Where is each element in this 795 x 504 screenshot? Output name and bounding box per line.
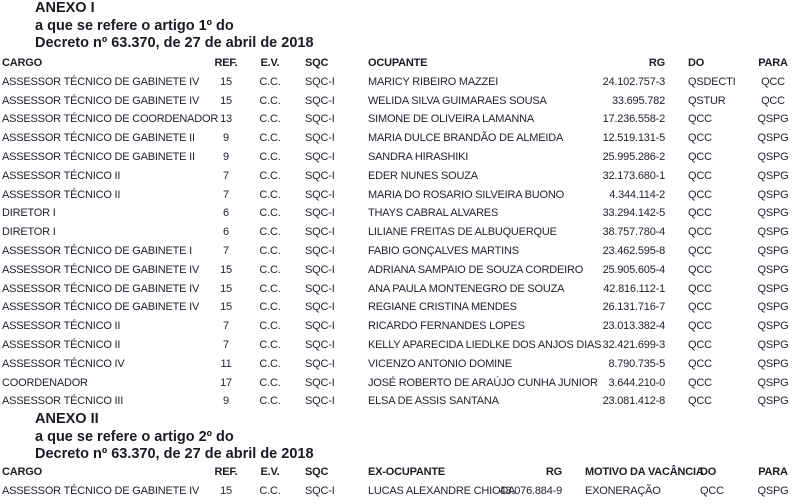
- ocupante-cell: MARIA DO ROSARIO SILVEIRA BUONO: [368, 188, 564, 201]
- sqc-cell: SQC-I: [305, 188, 335, 201]
- anexo1-title: ANEXO I: [35, 0, 95, 16]
- ref-cell: 9: [223, 395, 229, 408]
- para-cell: QSPG: [757, 244, 789, 257]
- rg-cell: 33.695.782: [611, 94, 665, 107]
- column-header-ev: E.V.: [260, 57, 280, 69]
- rg-cell: 4.344.114-2: [609, 188, 665, 201]
- ev-cell: C.C.: [259, 150, 281, 163]
- para-cell: QSPG: [757, 169, 789, 182]
- ev-cell: C.C.: [259, 338, 281, 351]
- sqc-cell: SQC-I: [305, 132, 335, 145]
- ev-cell: C.C.: [259, 320, 281, 333]
- sqc-cell: SQC-I: [305, 94, 335, 107]
- table-row: [0, 392, 795, 411]
- ref-cell: 15: [220, 75, 232, 88]
- rg-cell: 17.236.558-2: [602, 113, 665, 126]
- para-cell: QSPG: [757, 263, 789, 276]
- ex-ocupante-cell: LUCAS ALEXANDRE CHIODA: [368, 484, 516, 497]
- rg-cell: 43.076.884-9: [499, 484, 562, 497]
- ref-cell: 6: [223, 226, 229, 239]
- ref-cell: 15: [220, 282, 232, 295]
- sqc-cell: SQC-I: [305, 338, 335, 351]
- ocupante-cell: VICENZO ANTONIO DOMINE: [368, 357, 512, 370]
- table-row: [0, 242, 795, 261]
- sqc-cell: SQC-I: [305, 376, 335, 389]
- rg-cell: 23.081.412-8: [602, 395, 665, 408]
- ocupante-cell: MARICY RIBEIRO MAZZEI: [368, 75, 499, 88]
- cargo-cell: ASSESSOR TÉCNICO DE COORDENADOR: [2, 113, 219, 126]
- rg-cell: 25.905.605-4: [602, 263, 665, 276]
- do-cell: QCC: [688, 320, 712, 333]
- sqc-cell: SQC-I: [305, 169, 335, 182]
- cargo-cell: ASSESSOR TÉCNICO DE GABINETE II: [2, 150, 195, 163]
- column-header-ref: REF.: [214, 57, 238, 69]
- column-header-rg: RG: [545, 466, 562, 478]
- ocupante-cell: LILIANE FREITAS DE ALBUQUERQUE: [368, 226, 557, 239]
- ocupante-cell: REGIANE CRISTINA MENDES: [368, 301, 517, 314]
- cargo-cell: ASSESSOR TÉCNICO DE GABINETE IV: [2, 484, 200, 497]
- table-row: [0, 129, 795, 148]
- do-cell: QCC: [688, 226, 712, 239]
- motivo-vacancia-cell: EXONERAÇÃO: [585, 484, 661, 497]
- column-header-para: PARA: [758, 466, 788, 478]
- sqc-cell: SQC-I: [305, 320, 335, 333]
- rg-cell: 33.294.142-5: [602, 207, 665, 220]
- ocupante-cell: FABIO GONÇALVES MARTINS: [368, 244, 519, 257]
- ev-cell: C.C.: [259, 188, 281, 201]
- ev-cell: C.C.: [259, 113, 281, 126]
- rg-cell: 25.995.286-2: [602, 150, 665, 163]
- do-cell: QCC: [688, 188, 712, 201]
- table-row: [0, 482, 795, 501]
- anexo2-subtitle-decree: Decreto nº 63.370, de 27 de abril de 2018: [35, 446, 314, 462]
- do-cell: QSTUR: [688, 94, 726, 107]
- table-row: [0, 374, 795, 393]
- anexo2-title: ANEXO II: [35, 411, 99, 427]
- anexo2-header-row: [0, 463, 795, 482]
- ref-cell: 7: [223, 338, 229, 351]
- ev-cell: C.C.: [259, 301, 281, 314]
- para-cell: QSPG: [757, 113, 789, 126]
- cargo-cell: ASSESSOR TÉCNICO DE GABINETE IV: [2, 282, 200, 295]
- table-row: [0, 355, 795, 374]
- sqc-cell: SQC-I: [305, 395, 335, 408]
- sqc-cell: SQC-I: [305, 263, 335, 276]
- ev-cell: C.C.: [259, 282, 281, 295]
- table-row: [0, 223, 795, 242]
- ocupante-cell: JOSÉ ROBERTO DE ARAÚJO CUNHA JUNIOR: [368, 376, 598, 389]
- do-cell: QCC: [688, 263, 712, 276]
- column-header-cargo: CARGO: [2, 57, 42, 69]
- cargo-cell: ASSESSOR TÉCNICO II: [2, 169, 121, 182]
- para-cell: QSPG: [757, 320, 789, 333]
- para-cell: QSPG: [757, 338, 789, 351]
- cargo-cell: ASSESSOR TÉCNICO II: [2, 338, 121, 351]
- ocupante-cell: ADRIANA SAMPAIO DE SOUZA CORDEIRO: [368, 263, 584, 276]
- cargo-cell: ASSESSOR TÉCNICO III: [2, 395, 124, 408]
- ev-cell: C.C.: [259, 94, 281, 107]
- cargo-cell: COORDENADOR: [2, 376, 88, 389]
- sqc-cell: SQC-I: [305, 282, 335, 295]
- rg-cell: 8.790.735-5: [608, 357, 665, 370]
- sqc-cell: SQC-I: [305, 75, 335, 88]
- column-header-motivo-vacancia: MOTIVO DA VACÂNCIA: [585, 466, 704, 478]
- do-cell: QCC: [688, 113, 712, 126]
- ref-cell: 15: [220, 484, 232, 497]
- do-cell: QCC: [688, 244, 712, 257]
- ref-cell: 15: [220, 263, 232, 276]
- do-cell: QSDECTI: [688, 75, 736, 88]
- ref-cell: 11: [220, 357, 232, 370]
- para-cell: QSPG: [757, 207, 789, 220]
- sqc-cell: SQC-I: [305, 484, 335, 497]
- ev-cell: C.C.: [259, 132, 281, 145]
- para-cell: QCC: [761, 75, 785, 88]
- table-row: [0, 110, 795, 129]
- column-header-ex-ocupante: EX-OCUPANTE: [368, 466, 446, 478]
- column-header-ev: E.V.: [260, 466, 280, 478]
- anexo2-subtitle-article: a que se refere o artigo 2º do: [35, 428, 234, 445]
- cargo-cell: ASSESSOR TÉCNICO DE GABINETE I: [2, 244, 193, 257]
- sqc-cell: SQC-I: [305, 301, 335, 314]
- ocupante-cell: EDER NUNES SOUZA: [368, 169, 478, 182]
- ev-cell: C.C.: [259, 169, 281, 182]
- para-cell: QSPG: [757, 132, 789, 145]
- sqc-cell: SQC-I: [305, 226, 335, 239]
- table-row: [0, 186, 795, 205]
- ref-cell: 13: [220, 113, 232, 126]
- table-row: [0, 92, 795, 111]
- do-cell: QCC: [688, 301, 712, 314]
- cargo-cell: ASSESSOR TÉCNICO DE GABINETE IV: [2, 263, 200, 276]
- rg-cell: 32.421.699-3: [602, 338, 665, 351]
- para-cell: QSPG: [757, 188, 789, 201]
- ref-cell: 15: [220, 301, 232, 314]
- ocupante-cell: MARIA DULCE BRANDÃO DE ALMEIDA: [368, 132, 564, 145]
- ev-cell: C.C.: [259, 75, 281, 88]
- ev-cell: C.C.: [259, 207, 281, 220]
- cargo-cell: ASSESSOR TÉCNICO II: [2, 320, 121, 333]
- do-cell: QCC: [688, 376, 712, 389]
- do-cell: QCC: [688, 132, 712, 145]
- ref-cell: 17: [220, 376, 232, 389]
- do-cell: QCC: [688, 207, 712, 220]
- ev-cell: C.C.: [259, 226, 281, 239]
- ev-cell: C.C.: [259, 244, 281, 257]
- sqc-cell: SQC-I: [305, 207, 335, 220]
- para-cell: QSPG: [757, 150, 789, 163]
- do-cell: QCC: [688, 338, 712, 351]
- table-row: [0, 148, 795, 167]
- column-header-ref: REF.: [214, 466, 238, 478]
- cargo-cell: DIRETOR I: [2, 226, 56, 239]
- column-header-para: PARA: [758, 57, 788, 69]
- ev-cell: C.C.: [259, 263, 281, 276]
- rg-cell: 23.013.382-4: [602, 320, 665, 333]
- do-cell: QCC: [700, 484, 724, 497]
- cargo-cell: ASSESSOR TÉCNICO II: [2, 188, 121, 201]
- para-cell: QSPG: [757, 395, 789, 408]
- ev-cell: C.C.: [259, 484, 281, 497]
- ocupante-cell: ELSA DE ASSIS SANTANA: [368, 395, 499, 408]
- anexo1-subtitle-decree: Decreto nº 63.370, de 27 de abril de 2018: [35, 35, 314, 51]
- ocupante-cell: ANA PAULA MONTENEGRO DE SOUZA: [368, 282, 565, 295]
- column-header-do: DO: [700, 466, 717, 478]
- column-header-sqc: SQC: [305, 57, 329, 69]
- cargo-cell: DIRETOR I: [2, 207, 56, 220]
- ocupante-cell: SIMONE DE OLIVEIRA LAMANNA: [368, 113, 534, 126]
- rg-cell: 24.102.757-3: [602, 75, 665, 88]
- rg-cell: 3.644.210-0: [608, 376, 665, 389]
- rg-cell: 23.462.595-8: [602, 244, 665, 257]
- rg-cell: 12.519.131-5: [602, 132, 665, 145]
- table-row: [0, 298, 795, 317]
- cargo-cell: ASSESSOR TÉCNICO DE GABINETE IV: [2, 94, 200, 107]
- table-row: [0, 167, 795, 186]
- rg-cell: 38.757.780-4: [602, 226, 665, 239]
- ref-cell: 15: [220, 94, 232, 107]
- column-header-do: DO: [688, 57, 705, 69]
- cargo-cell: ASSESSOR TÉCNICO IV: [2, 357, 125, 370]
- table-row: [0, 317, 795, 336]
- cargo-cell: ASSESSOR TÉCNICO DE GABINETE IV: [2, 75, 200, 88]
- do-cell: QCC: [688, 357, 712, 370]
- sqc-cell: SQC-I: [305, 150, 335, 163]
- rg-cell: 42.816.112-1: [603, 282, 665, 295]
- ev-cell: C.C.: [259, 395, 281, 408]
- ref-cell: 9: [223, 150, 229, 163]
- ocupante-cell: SANDRA HIRASHIKI: [368, 150, 469, 163]
- para-cell: QCC: [761, 94, 785, 107]
- ref-cell: 7: [223, 169, 229, 182]
- ref-cell: 6: [223, 207, 229, 220]
- ocupante-cell: RICARDO FERNANDES LOPES: [368, 320, 525, 333]
- ref-cell: 7: [223, 188, 229, 201]
- sqc-cell: SQC-I: [305, 113, 335, 126]
- do-cell: QCC: [688, 169, 712, 182]
- table-row: [0, 204, 795, 223]
- para-cell: QSPG: [757, 301, 789, 314]
- ref-cell: 7: [223, 244, 229, 257]
- para-cell: QSPG: [757, 357, 789, 370]
- table-row: [0, 73, 795, 92]
- para-cell: QSPG: [757, 376, 789, 389]
- table-row: [0, 280, 795, 299]
- cargo-cell: ASSESSOR TÉCNICO DE GABINETE IV: [2, 301, 200, 314]
- column-header-ocupante: OCUPANTE: [368, 57, 428, 69]
- anexo1-table: [0, 54, 795, 411]
- ref-cell: 9: [223, 132, 229, 145]
- column-header-rg: RG: [648, 57, 665, 69]
- ocupante-cell: WELIDA SILVA GUIMARAES SOUSA: [368, 94, 547, 107]
- column-header-sqc: SQC: [305, 466, 329, 478]
- anexo2-table: [0, 463, 795, 501]
- ref-cell: 7: [223, 320, 229, 333]
- table-row: [0, 261, 795, 280]
- para-cell: QSPG: [757, 282, 789, 295]
- do-cell: QCC: [688, 282, 712, 295]
- do-cell: QCC: [688, 150, 712, 163]
- sqc-cell: SQC-I: [305, 244, 335, 257]
- column-header-cargo: CARGO: [2, 466, 42, 478]
- para-cell: QSPG: [757, 226, 789, 239]
- anexo2-heading: [35, 411, 314, 464]
- cargo-cell: ASSESSOR TÉCNICO DE GABINETE II: [2, 132, 195, 145]
- rg-cell: 26.131.716-7: [602, 301, 665, 314]
- ocupante-cell: KELLY APARECIDA LIEDLKE DOS ANJOS DIAS: [368, 338, 602, 351]
- ev-cell: C.C.: [259, 376, 281, 389]
- rg-cell: 32.173.680-1: [602, 169, 665, 182]
- anexo1-header-row: [0, 54, 795, 73]
- anexo1-subtitle-article: a que se refere o artigo 1º do: [35, 17, 234, 34]
- para-cell: QSPG: [757, 484, 789, 497]
- table-row: [0, 336, 795, 355]
- ocupante-cell: THAYS CABRAL ALVARES: [368, 207, 499, 220]
- do-cell: QCC: [688, 395, 712, 408]
- ev-cell: C.C.: [259, 357, 281, 370]
- sqc-cell: SQC-I: [305, 357, 335, 370]
- anexo1-heading: [35, 0, 314, 53]
